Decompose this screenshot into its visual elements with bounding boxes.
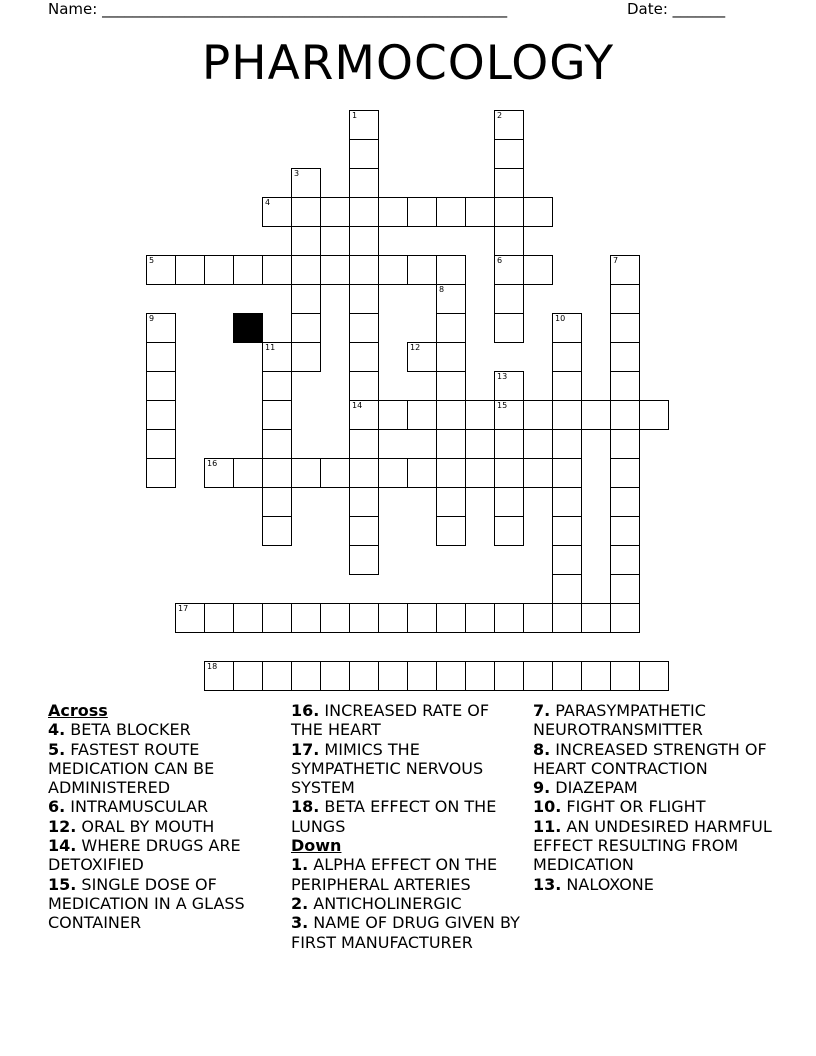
grid-cell[interactable] bbox=[436, 197, 466, 227]
grid-cell[interactable] bbox=[436, 284, 466, 314]
grid-cell[interactable] bbox=[610, 342, 640, 372]
grid-cell[interactable] bbox=[610, 313, 640, 343]
clue-item bbox=[291, 855, 523, 894]
grid-cell[interactable] bbox=[436, 603, 466, 633]
grid-cell[interactable] bbox=[291, 313, 321, 343]
clue-number: 11 bbox=[265, 343, 276, 352]
grid-cell[interactable] bbox=[552, 429, 582, 459]
clue-item-text: MIMICS THE SYMPATHETIC NERVOUS SYSTEM bbox=[291, 739, 484, 798]
grid-cell[interactable] bbox=[523, 603, 553, 633]
grid-cell[interactable] bbox=[291, 197, 321, 227]
grid-cell[interactable] bbox=[349, 168, 379, 198]
clue-number: 12 bbox=[410, 343, 421, 352]
grid-cell[interactable] bbox=[349, 110, 379, 140]
grid-cell[interactable] bbox=[378, 197, 408, 227]
date-field-label[interactable]: Date: _______ bbox=[627, 0, 726, 18]
grid-cell[interactable] bbox=[494, 168, 524, 198]
grid-cell[interactable] bbox=[523, 255, 553, 285]
grid-cell[interactable] bbox=[378, 255, 408, 285]
clue-item bbox=[48, 836, 288, 875]
clue-number: 15 bbox=[497, 401, 508, 410]
grid-cell[interactable] bbox=[146, 458, 176, 488]
grid-cell[interactable] bbox=[610, 545, 640, 575]
puzzle-title: PHARMOCOLOGY bbox=[201, 36, 615, 91]
grid-cell[interactable] bbox=[523, 458, 553, 488]
grid-cell[interactable] bbox=[378, 458, 408, 488]
grid-cell[interactable] bbox=[436, 313, 466, 343]
grid-cell[interactable] bbox=[349, 603, 379, 633]
grid-cell[interactable] bbox=[581, 603, 611, 633]
clues-column-1 bbox=[48, 701, 288, 933]
grid-cell[interactable] bbox=[233, 255, 263, 285]
clue-number: 17 bbox=[178, 604, 189, 613]
grid-cell[interactable] bbox=[610, 284, 640, 314]
grid-cell[interactable] bbox=[610, 371, 640, 401]
grid-cell[interactable] bbox=[233, 661, 263, 691]
clue-item-text: WHERE DRUGS ARE DETOXIFIED bbox=[48, 836, 241, 875]
clue-item-number: 6. bbox=[48, 797, 66, 817]
grid-cell[interactable] bbox=[436, 371, 466, 401]
grid-cell[interactable] bbox=[610, 516, 640, 546]
clue-number: 5 bbox=[149, 256, 155, 265]
grid-cell[interactable] bbox=[436, 342, 466, 372]
grid-cell[interactable] bbox=[494, 661, 524, 691]
clue-item-number: 7. bbox=[533, 701, 551, 720]
clue-number: 3 bbox=[294, 169, 300, 178]
grid-cell[interactable] bbox=[349, 139, 379, 169]
down-heading: Down bbox=[291, 836, 342, 856]
clue-item bbox=[533, 875, 773, 894]
grid-cell[interactable] bbox=[552, 574, 582, 604]
clue-item bbox=[48, 740, 288, 798]
clue-number: 18 bbox=[207, 662, 218, 671]
grid-cell[interactable] bbox=[494, 487, 524, 517]
grid-cell[interactable] bbox=[320, 458, 350, 488]
grid-cell[interactable] bbox=[262, 429, 292, 459]
grid-cell[interactable] bbox=[465, 661, 495, 691]
grid-cell[interactable] bbox=[407, 197, 437, 227]
grid-cell[interactable] bbox=[262, 197, 292, 227]
grid-cell[interactable] bbox=[262, 342, 292, 372]
grid-cell[interactable] bbox=[233, 603, 263, 633]
grid-cell[interactable] bbox=[494, 400, 524, 430]
grid-cell[interactable] bbox=[610, 458, 640, 488]
clue-item bbox=[48, 797, 288, 816]
clue-number: 2 bbox=[497, 111, 503, 120]
grid-cell[interactable] bbox=[610, 661, 640, 691]
grid-cell[interactable] bbox=[349, 371, 379, 401]
clue-item-number: 3. bbox=[291, 913, 309, 933]
clue-item-text: INCREASED STRENGTH OF HEART CONTRACTION bbox=[533, 739, 767, 778]
grid-cell[interactable] bbox=[610, 255, 640, 285]
grid-cell[interactable] bbox=[204, 255, 234, 285]
across-clue-list bbox=[48, 720, 288, 932]
grid-cell[interactable] bbox=[349, 226, 379, 256]
grid-cell[interactable] bbox=[465, 197, 495, 227]
clue-item-text: BETA EFFECT ON THE LUNGS bbox=[291, 797, 497, 836]
grid-cell[interactable] bbox=[175, 255, 205, 285]
clue-item-number: 17. bbox=[291, 739, 320, 759]
clue-item-text: DIAZEPAM bbox=[550, 778, 638, 798]
grid-cell[interactable] bbox=[320, 255, 350, 285]
name-field-label[interactable]: Name: ______________________________________________________ bbox=[48, 0, 508, 18]
grid-cell[interactable] bbox=[552, 487, 582, 517]
grid-cell[interactable] bbox=[552, 342, 582, 372]
grid-cell[interactable] bbox=[204, 661, 234, 691]
grid-cell[interactable] bbox=[349, 400, 379, 430]
clue-item-text: FASTEST ROUTE MEDICATION CAN BE ADMINISTERED bbox=[48, 739, 215, 798]
grid-cell[interactable] bbox=[146, 313, 176, 343]
grid-cell[interactable] bbox=[233, 458, 263, 488]
grid-cell[interactable] bbox=[291, 458, 321, 488]
grid-cell[interactable] bbox=[378, 661, 408, 691]
clue-item-number: 18. bbox=[291, 797, 320, 817]
clue-number: 10 bbox=[555, 314, 566, 323]
grid-cell[interactable] bbox=[262, 255, 292, 285]
grid-cell[interactable] bbox=[349, 284, 379, 314]
grid-cell[interactable] bbox=[494, 371, 524, 401]
grid-cell[interactable] bbox=[407, 603, 437, 633]
grid-cell[interactable] bbox=[494, 255, 524, 285]
grid-cell[interactable] bbox=[320, 603, 350, 633]
clue-item-number: 5. bbox=[48, 739, 66, 759]
grid-cell[interactable] bbox=[436, 516, 466, 546]
clue-item-number: 14. bbox=[48, 836, 77, 856]
grid-cell[interactable] bbox=[494, 284, 524, 314]
clue-number: 8 bbox=[439, 285, 445, 294]
clue-item-number: 12. bbox=[48, 816, 77, 836]
grid-cell[interactable] bbox=[378, 400, 408, 430]
clue-item-number: 2. bbox=[291, 893, 309, 913]
grid-cell[interactable] bbox=[436, 255, 466, 285]
clue-item-number: 16. bbox=[291, 701, 320, 720]
grid-cell[interactable] bbox=[262, 371, 292, 401]
grid-cell[interactable] bbox=[552, 545, 582, 575]
grid-cell[interactable] bbox=[146, 429, 176, 459]
grid-cell[interactable] bbox=[407, 255, 437, 285]
grid-cell[interactable] bbox=[639, 661, 669, 691]
clue-number: 1 bbox=[352, 111, 358, 120]
grid-cell[interactable] bbox=[349, 255, 379, 285]
clue-item bbox=[48, 875, 288, 933]
grid-cell[interactable] bbox=[610, 400, 640, 430]
grid-cell[interactable] bbox=[465, 603, 495, 633]
clue-item-number: 8. bbox=[533, 739, 551, 759]
grid-cell[interactable] bbox=[146, 342, 176, 372]
grid-cell[interactable] bbox=[262, 458, 292, 488]
clue-item-number: 10. bbox=[533, 797, 562, 817]
grid-cell[interactable] bbox=[552, 313, 582, 343]
clue-item-number: 11. bbox=[533, 816, 562, 836]
clue-item bbox=[533, 797, 773, 816]
clue-item bbox=[533, 701, 773, 740]
clue-item-text: FIGHT OR FLIGHT bbox=[561, 797, 706, 817]
clue-number: 4 bbox=[265, 198, 271, 207]
grid-cell[interactable] bbox=[407, 342, 437, 372]
grid-cell[interactable] bbox=[494, 429, 524, 459]
grid-cell[interactable] bbox=[436, 487, 466, 517]
clue-item bbox=[291, 894, 523, 913]
grid-cell[interactable] bbox=[291, 342, 321, 372]
grid-cell[interactable] bbox=[349, 545, 379, 575]
clue-item-text: PARASYMPATHETIC NEUROTRANSMITTER bbox=[533, 701, 706, 740]
grid-cell[interactable] bbox=[581, 400, 611, 430]
clue-item bbox=[291, 913, 523, 952]
clue-item bbox=[48, 720, 288, 739]
clue-item bbox=[533, 778, 773, 797]
grid-cell[interactable] bbox=[436, 400, 466, 430]
grid-cell[interactable] bbox=[262, 661, 292, 691]
grid-cell[interactable] bbox=[175, 603, 205, 633]
grid-cell[interactable] bbox=[291, 255, 321, 285]
grid-cell[interactable] bbox=[494, 226, 524, 256]
clue-item-text: ANTICHOLINERGIC bbox=[308, 893, 462, 913]
grid-cell[interactable] bbox=[349, 458, 379, 488]
grid-cell[interactable] bbox=[523, 400, 553, 430]
clue-item-text: INCREASED RATE OF THE HEART bbox=[291, 701, 490, 740]
clue-item-number: 1. bbox=[291, 855, 309, 875]
grid-cell[interactable] bbox=[407, 458, 437, 488]
across-heading: Across bbox=[48, 701, 108, 720]
clue-item-number: 13. bbox=[533, 874, 562, 894]
grid-cell[interactable] bbox=[262, 516, 292, 546]
clue-number: 9 bbox=[149, 314, 155, 323]
grid-cell[interactable] bbox=[494, 313, 524, 343]
clue-item bbox=[291, 740, 523, 798]
grid-cell[interactable] bbox=[552, 371, 582, 401]
clue-item-text: ALPHA EFFECT ON THE PERIPHERAL ARTERIES bbox=[291, 855, 498, 894]
grid-cell[interactable] bbox=[494, 139, 524, 169]
grid-cell[interactable] bbox=[146, 400, 176, 430]
clue-item bbox=[533, 817, 773, 875]
clue-item-text: SINGLE DOSE OF MEDICATION IN A GLASS CONTAINER bbox=[48, 874, 245, 933]
down-clue-list bbox=[291, 855, 523, 951]
clue-item bbox=[291, 701, 523, 740]
grid-cell[interactable] bbox=[291, 168, 321, 198]
clue-item-number: 15. bbox=[48, 874, 77, 894]
grid-cell[interactable] bbox=[349, 342, 379, 372]
grid-cell[interactable] bbox=[523, 197, 553, 227]
grid-cell[interactable] bbox=[552, 458, 582, 488]
grid-cell[interactable] bbox=[291, 226, 321, 256]
grid-cell[interactable] bbox=[610, 603, 640, 633]
clue-item-text: BETA BLOCKER bbox=[65, 720, 191, 740]
grid-cell[interactable] bbox=[552, 661, 582, 691]
grid-cell[interactable] bbox=[349, 313, 379, 343]
grid-cell[interactable] bbox=[291, 603, 321, 633]
grid-cell[interactable] bbox=[436, 458, 466, 488]
grid-cell[interactable] bbox=[552, 516, 582, 546]
clue-item-number: 9. bbox=[533, 778, 551, 798]
grid-cell[interactable] bbox=[610, 487, 640, 517]
blocked-cell bbox=[233, 313, 263, 343]
grid-cell[interactable] bbox=[204, 603, 234, 633]
across-clue-list-continued bbox=[291, 701, 523, 836]
grid-cell[interactable] bbox=[320, 197, 350, 227]
clue-number: 6 bbox=[497, 256, 503, 265]
grid-cell[interactable] bbox=[349, 487, 379, 517]
grid-cell[interactable] bbox=[610, 429, 640, 459]
grid-cell[interactable] bbox=[349, 429, 379, 459]
clue-item-text: NALOXONE bbox=[561, 874, 654, 894]
clue-item-text: INTRAMUSCULAR bbox=[65, 797, 209, 817]
grid-cell[interactable] bbox=[494, 603, 524, 633]
clues-column-2 bbox=[291, 701, 523, 952]
grid-cell[interactable] bbox=[639, 400, 669, 430]
grid-cell[interactable] bbox=[204, 458, 234, 488]
grid-cell[interactable] bbox=[581, 661, 611, 691]
clue-item-text: ORAL BY MOUTH bbox=[76, 816, 215, 836]
grid-cell[interactable] bbox=[552, 603, 582, 633]
clue-item-text: NAME OF DRUG GIVEN BY FIRST MANUFACTURER bbox=[291, 913, 520, 952]
clue-number: 7 bbox=[613, 256, 619, 265]
grid-cell[interactable] bbox=[146, 255, 176, 285]
grid-cell[interactable] bbox=[494, 516, 524, 546]
grid-cell[interactable] bbox=[291, 661, 321, 691]
grid-cell[interactable] bbox=[349, 516, 379, 546]
grid-cell[interactable] bbox=[523, 661, 553, 691]
grid-cell[interactable] bbox=[436, 429, 466, 459]
grid-cell[interactable] bbox=[494, 110, 524, 140]
grid-cell[interactable] bbox=[349, 661, 379, 691]
grid-cell[interactable] bbox=[349, 197, 379, 227]
grid-cell[interactable] bbox=[320, 661, 350, 691]
grid-cell[interactable] bbox=[146, 371, 176, 401]
grid-cell[interactable] bbox=[378, 603, 408, 633]
grid-cell[interactable] bbox=[552, 400, 582, 430]
grid-cell[interactable] bbox=[465, 458, 495, 488]
grid-cell[interactable] bbox=[465, 400, 495, 430]
clue-number: 13 bbox=[497, 372, 508, 381]
clues-column-3 bbox=[533, 701, 773, 894]
grid-cell[interactable] bbox=[407, 400, 437, 430]
clue-number: 16 bbox=[207, 459, 218, 468]
clue-item bbox=[291, 797, 523, 836]
grid-cell[interactable] bbox=[610, 574, 640, 604]
grid-cell[interactable] bbox=[436, 661, 466, 691]
grid-cell[interactable] bbox=[494, 458, 524, 488]
grid-cell[interactable] bbox=[407, 661, 437, 691]
clue-item-number: 4. bbox=[48, 720, 66, 740]
grid-cell[interactable] bbox=[291, 284, 321, 314]
grid-cell[interactable] bbox=[262, 487, 292, 517]
clue-item-text: AN UNDESIRED HARMFUL EFFECT RESULTING FROM MEDICATION bbox=[533, 816, 772, 875]
down-clue-list-continued bbox=[533, 701, 773, 894]
grid-cell[interactable] bbox=[494, 197, 524, 227]
clue-item bbox=[533, 740, 773, 779]
grid-cell[interactable] bbox=[262, 400, 292, 430]
clue-item bbox=[48, 817, 288, 836]
grid-cell[interactable] bbox=[262, 603, 292, 633]
clue-number: 14 bbox=[352, 401, 363, 410]
